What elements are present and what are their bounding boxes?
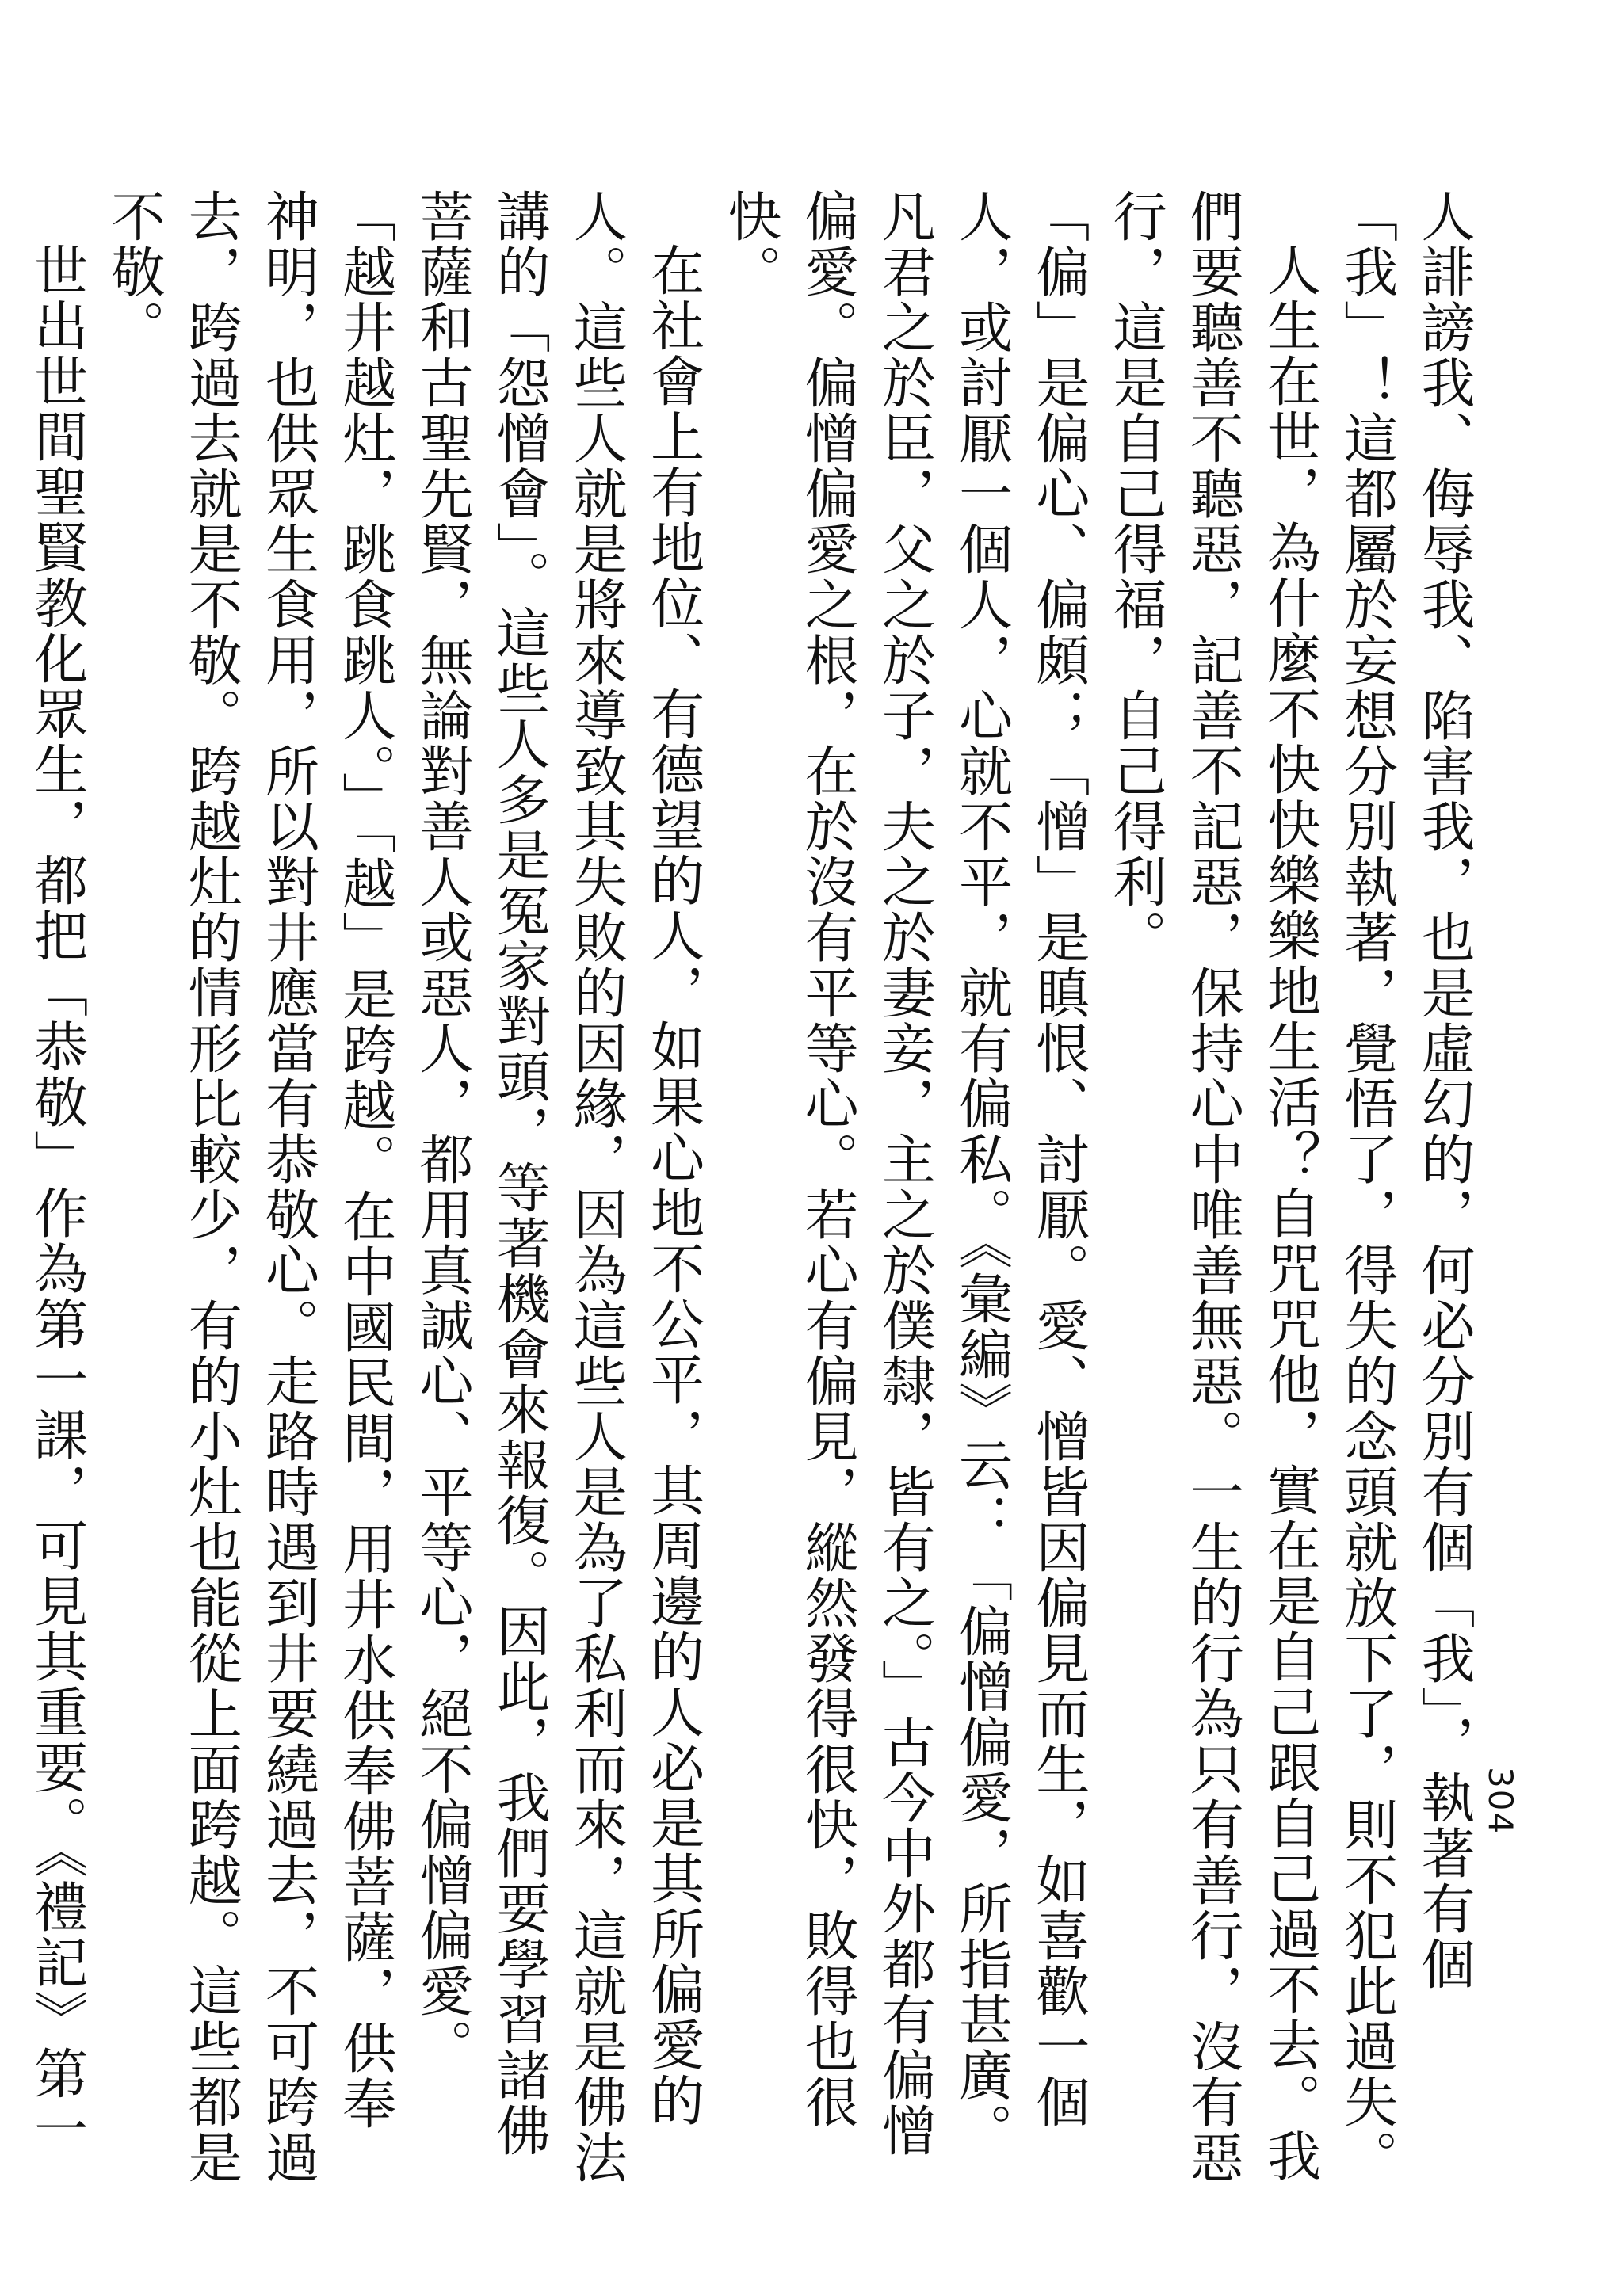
- paragraph-2: 人生在世，為什麼不快快樂樂地生活？自咒咒他，實在是自己跟自己過不去。我們要聽善不聽惡，記善不記惡，保持心中唯善無惡。一生的行為只有善行，沒有惡行，這是自己得福，自己得利。: [1104, 189, 1321, 2185]
- paragraph-5: 「越井越灶，跳食跳人。」「越」是跨越。在中國民間，用井水供奉佛菩薩，供奉神明，也供眾生食用，所以對井應當有恭敬心。走路時遇到井要繞過去，不可跨過去，跨過去就是不敬。跨越灶的情形比較少，有的小灶也能從上面跨越。這些都是不敬。: [102, 189, 396, 2185]
- body-text: [25, 189, 1482, 2185]
- paragraph-4: 在社會上有地位、有德望的人，如果心地不公平，其周邊的人必是其所偏愛的人。這些人就是將來導致其失敗的因緣，因為這些人是為了私利而來，這就是佛法講的「怨憎會」。這些人多是冤家對頭，等著機會來報復。因此，我們要學習諸佛菩薩和古聖先賢，無論對善人或惡人，都用真誠心、平等心，絕不偏憎偏愛。: [410, 189, 705, 2185]
- page-number: 304: [1481, 1767, 1520, 1836]
- paragraph-6: 世出世間聖賢教化眾生，都把「恭敬」作為第一課，可見其重要。《禮記》第一: [25, 242, 88, 2157]
- paragraph-3: 「偏」是偏心、偏頗；「憎」是瞋恨、討厭。愛、憎皆因偏見而生，如喜歡一個人，或討厭一個人，心就不平，就有偏私。《彙編》云：「偏憎偏愛，所指甚廣。凡君之於臣，父之於子，夫之於妻妾，主之於僕隸，皆有之。」古今中外都有偏憎偏愛。偏憎偏愛之根，在於沒有平等心。若心有偏見，縱然發得很快，敗得也很快。: [718, 189, 1090, 2158]
- paragraph-1: 人誹謗我、侮辱我、陷害我，也是虛幻的，何必分別有個「我」，執著有個「我」！這都屬於妄想分別執著，覺悟了，得失的念頭就放下了，則不犯此過失。: [1335, 189, 1475, 2185]
